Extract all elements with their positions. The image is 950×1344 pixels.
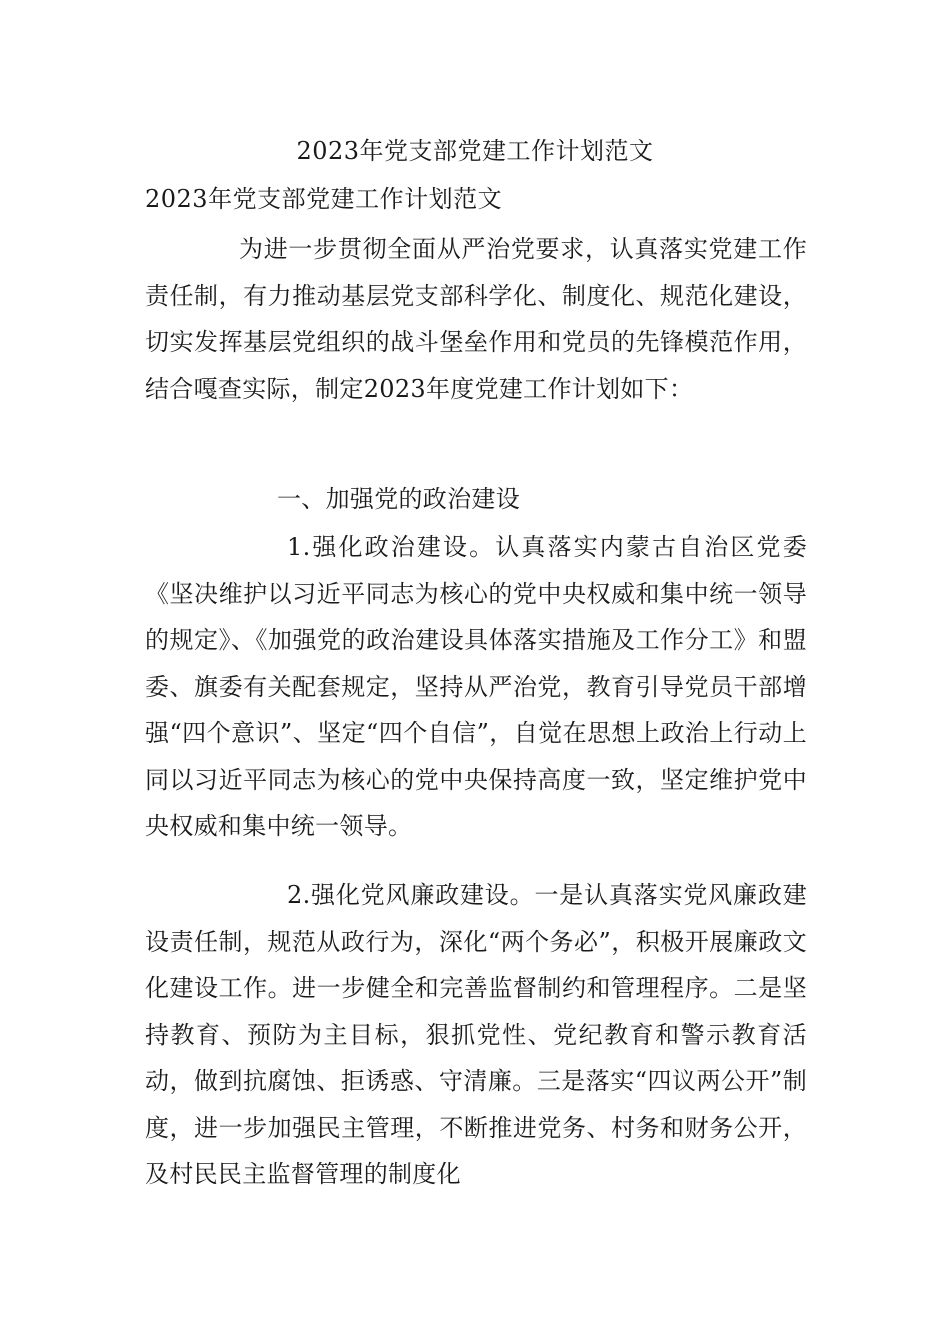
item-paragraph-2: 2.强化党风廉政建设。一是认真落实党风廉政建设责任制，规范从政行为，深化“两个务必”，积极开展廉政文化建设工作。进一步健全和完善监督制约和管理程序。二是坚持教育、预防为主目标，狠抓党性、党纪教育和警示教育活动，做到抗腐蚀、拒诱惑、守清廉。三是落实“四议两公开”制度，进一步加强民主管理，不断推进党务、村务和财务公开，及村民民主监督管理的制度化 bbox=[145, 881, 807, 1188]
document-subtitle: 2023年党支部党建工作计划范文 bbox=[145, 185, 503, 213]
document-title: 2023年党支部党建工作计划范文 bbox=[296, 137, 654, 165]
section-heading-political: 一、加强党的政治建设 bbox=[277, 485, 520, 513]
intro-paragraph: 为进一步贯彻全面从严治党要求，认真落实党建工作责任制，有力推动基层党支部科学化、制度化、规范化建设，切实发挥基层党组织的战斗堡垒作用和党员的先锋模范作用，结合嘎查实际，制定2023年度党建工作计划如下： bbox=[145, 235, 807, 403]
item-paragraph-1: 1.强化政治建设。认真落实内蒙古自治区党委《坚决维护以习近平同志为核心的党中央权威和集中统一领导的规定》、《加强党的政治建设具体落实措施及工作分工》和盟委、旗委有关配套规定，坚持从严治党，教育引导党员干部增强“四个意识”、坚定“四个自信”，自觉在思想上政治上行动上同以习近平同志为核心的党中央保持高度一致，坚定维护党中央权威和集中统一领导。 bbox=[145, 533, 807, 840]
